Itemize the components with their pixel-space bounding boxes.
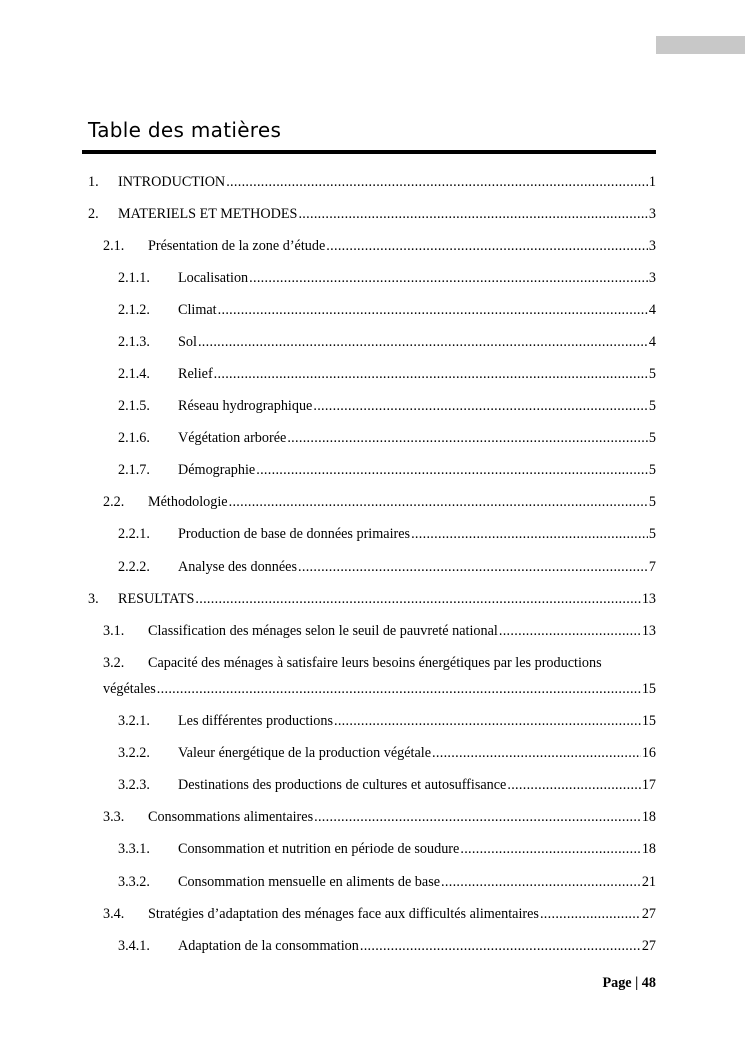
toc-page: 7 (648, 559, 656, 575)
toc-text: Destinations des productions de cultures et autosuffisance (178, 777, 507, 793)
toc-text: INTRODUCTION (118, 174, 226, 190)
toc-text: Consommation et nutrition en période de soudure (178, 841, 460, 857)
toc-leader (507, 774, 640, 796)
toc-entry[interactable] (0, 620, 745, 642)
toc-leader (229, 491, 648, 513)
toc-entry[interactable] (0, 491, 745, 513)
toc-number: 3.3.2. (118, 874, 150, 890)
toc-entry[interactable] (0, 427, 745, 449)
toc-page: 5 (648, 462, 656, 478)
toc-leader (460, 838, 640, 860)
toc-leader (326, 235, 648, 257)
toc-page: 16 (641, 745, 656, 761)
toc-entry[interactable] (0, 523, 745, 545)
toc-number: 2.2.2. (118, 559, 150, 575)
toc-text: Classification des ménages selon le seuil de pauvreté national (148, 623, 498, 639)
toc-number: 3.1. (103, 623, 125, 639)
toc-leader (313, 395, 648, 417)
toc-entry[interactable] (0, 395, 745, 417)
toc-page: 4 (648, 302, 656, 318)
toc-page: 4 (648, 334, 656, 350)
toc-entry[interactable] (0, 903, 745, 925)
toc-page: 21 (641, 874, 656, 890)
toc-page: 5 (648, 366, 656, 382)
toc-number: 2.1.5. (118, 398, 150, 414)
toc-leader (314, 806, 641, 828)
toc-entry[interactable] (0, 838, 745, 860)
toc-number: 2.1.4. (118, 366, 150, 382)
toc-entry[interactable] (0, 935, 745, 957)
toc-page: 18 (641, 841, 656, 857)
toc-text: Sol (178, 334, 197, 350)
toc-entry[interactable] (0, 267, 745, 289)
corner-tab-decoration (656, 36, 745, 54)
toc-number: 2. (88, 206, 99, 222)
toc-leader (198, 331, 648, 353)
toc-number: 2.2.1. (118, 526, 150, 542)
toc-leader (432, 742, 641, 764)
toc-page: 1 (648, 174, 656, 190)
toc-entry[interactable] (0, 742, 745, 764)
toc-entry[interactable] (0, 774, 745, 796)
toc-number: 2.1.3. (118, 334, 150, 350)
toc-text: Climat (178, 302, 217, 318)
toc-number: 3.4. (103, 906, 125, 922)
toc-leader (411, 523, 648, 545)
toc-text: Consommation mensuelle en aliments de base (178, 874, 441, 890)
toc-leader (195, 588, 640, 610)
toc-page: 5 (648, 494, 656, 510)
toc-leader (540, 903, 641, 925)
toc-text: Valeur énergétique de la production végétale (178, 745, 432, 761)
toc-leader (214, 363, 648, 385)
toc-number: 2.1.6. (118, 430, 150, 446)
toc-text: Stratégies d’adaptation des ménages face aux difficultés alimentaires (148, 906, 539, 922)
toc-leader (249, 267, 648, 289)
toc-number: 3.3.1. (118, 841, 150, 857)
toc-text-continued: végétales (103, 681, 156, 697)
toc-entry[interactable] (0, 363, 745, 385)
toc-leader (218, 299, 648, 321)
toc-number: 2.2. (103, 494, 125, 510)
toc-entry[interactable] (0, 871, 745, 893)
toc-entry[interactable] (0, 235, 745, 257)
toc-number: 2.1.1. (118, 270, 150, 286)
toc-page: 13 (641, 623, 656, 639)
toc-text: Réseau hydrographique (178, 398, 313, 414)
toc-page: 13 (641, 591, 656, 607)
toc-entry[interactable] (0, 203, 745, 225)
toc-number: 3.2.3. (118, 777, 150, 793)
toc-page: 27 (641, 938, 656, 954)
toc-number: 3.2.1. (118, 713, 150, 729)
toc-text: Production de base de données primaires (178, 526, 411, 542)
page-title: Table des matières (88, 118, 282, 142)
toc-entry[interactable] (0, 806, 745, 828)
toc-text: Démographie (178, 462, 256, 478)
toc-page: 15 (641, 713, 656, 729)
toc-leader (298, 556, 648, 578)
toc-number: 3.2.2. (118, 745, 150, 761)
page-footer-number: Page | 48 (602, 975, 656, 991)
toc-entry[interactable] (0, 556, 745, 578)
toc-number: 3.4.1. (118, 938, 150, 954)
toc-page: 3 (648, 270, 656, 286)
toc-text: Les différentes productions (178, 713, 333, 729)
title-divider (82, 150, 656, 154)
toc-text: Analyse des données (178, 559, 297, 575)
toc-page: 18 (641, 809, 656, 825)
toc-leader (499, 620, 641, 642)
toc-text: Localisation (178, 270, 249, 286)
toc-first-line (103, 652, 602, 674)
toc-entry[interactable] (0, 171, 745, 193)
toc-leader (226, 171, 648, 193)
toc-leader (298, 203, 647, 225)
toc-text: Relief (178, 366, 213, 382)
toc-page: 3 (648, 206, 656, 222)
toc-number: 2.1.2. (118, 302, 150, 318)
toc-entry[interactable] (0, 588, 745, 610)
toc-number: 3. (88, 591, 99, 607)
toc-leader (256, 459, 648, 481)
toc-number: 2.1.7. (118, 462, 150, 478)
toc-text: Adaptation de la consommation (178, 938, 359, 954)
toc-entry[interactable] (0, 710, 745, 732)
toc-text: Méthodologie (148, 494, 228, 510)
toc-text: Capacité des ménages à satisfaire leurs besoins énergétiques par les productions (148, 655, 602, 671)
toc-page: 17 (641, 777, 656, 793)
toc-number: 3.3. (103, 809, 125, 825)
toc-number: 1. (88, 174, 99, 190)
toc-leader (360, 935, 641, 957)
toc-entry[interactable] (0, 331, 745, 353)
toc-entry[interactable] (0, 459, 745, 481)
toc-entry-wrapped[interactable] (0, 652, 745, 710)
toc-page: 5 (648, 430, 656, 446)
toc-number: 2.1. (103, 238, 125, 254)
toc-number: 3.2. (103, 655, 125, 671)
toc-text: RESULTATS (118, 591, 195, 607)
toc-page: 15 (641, 681, 656, 697)
toc-text: Consommations alimentaires (148, 809, 314, 825)
toc-leader (334, 710, 641, 732)
toc-text: MATERIELS ET METHODES (118, 206, 298, 222)
toc-page: 5 (648, 398, 656, 414)
toc-entry[interactable] (0, 299, 745, 321)
toc-leader (287, 427, 648, 449)
toc-text: Végétation arborée (178, 430, 287, 446)
toc-page: 5 (648, 526, 656, 542)
toc-text: Présentation de la zone d’étude (148, 238, 326, 254)
toc-leader (157, 678, 641, 700)
toc-page: 27 (641, 906, 656, 922)
toc-page: 3 (648, 238, 656, 254)
toc-leader (441, 871, 641, 893)
